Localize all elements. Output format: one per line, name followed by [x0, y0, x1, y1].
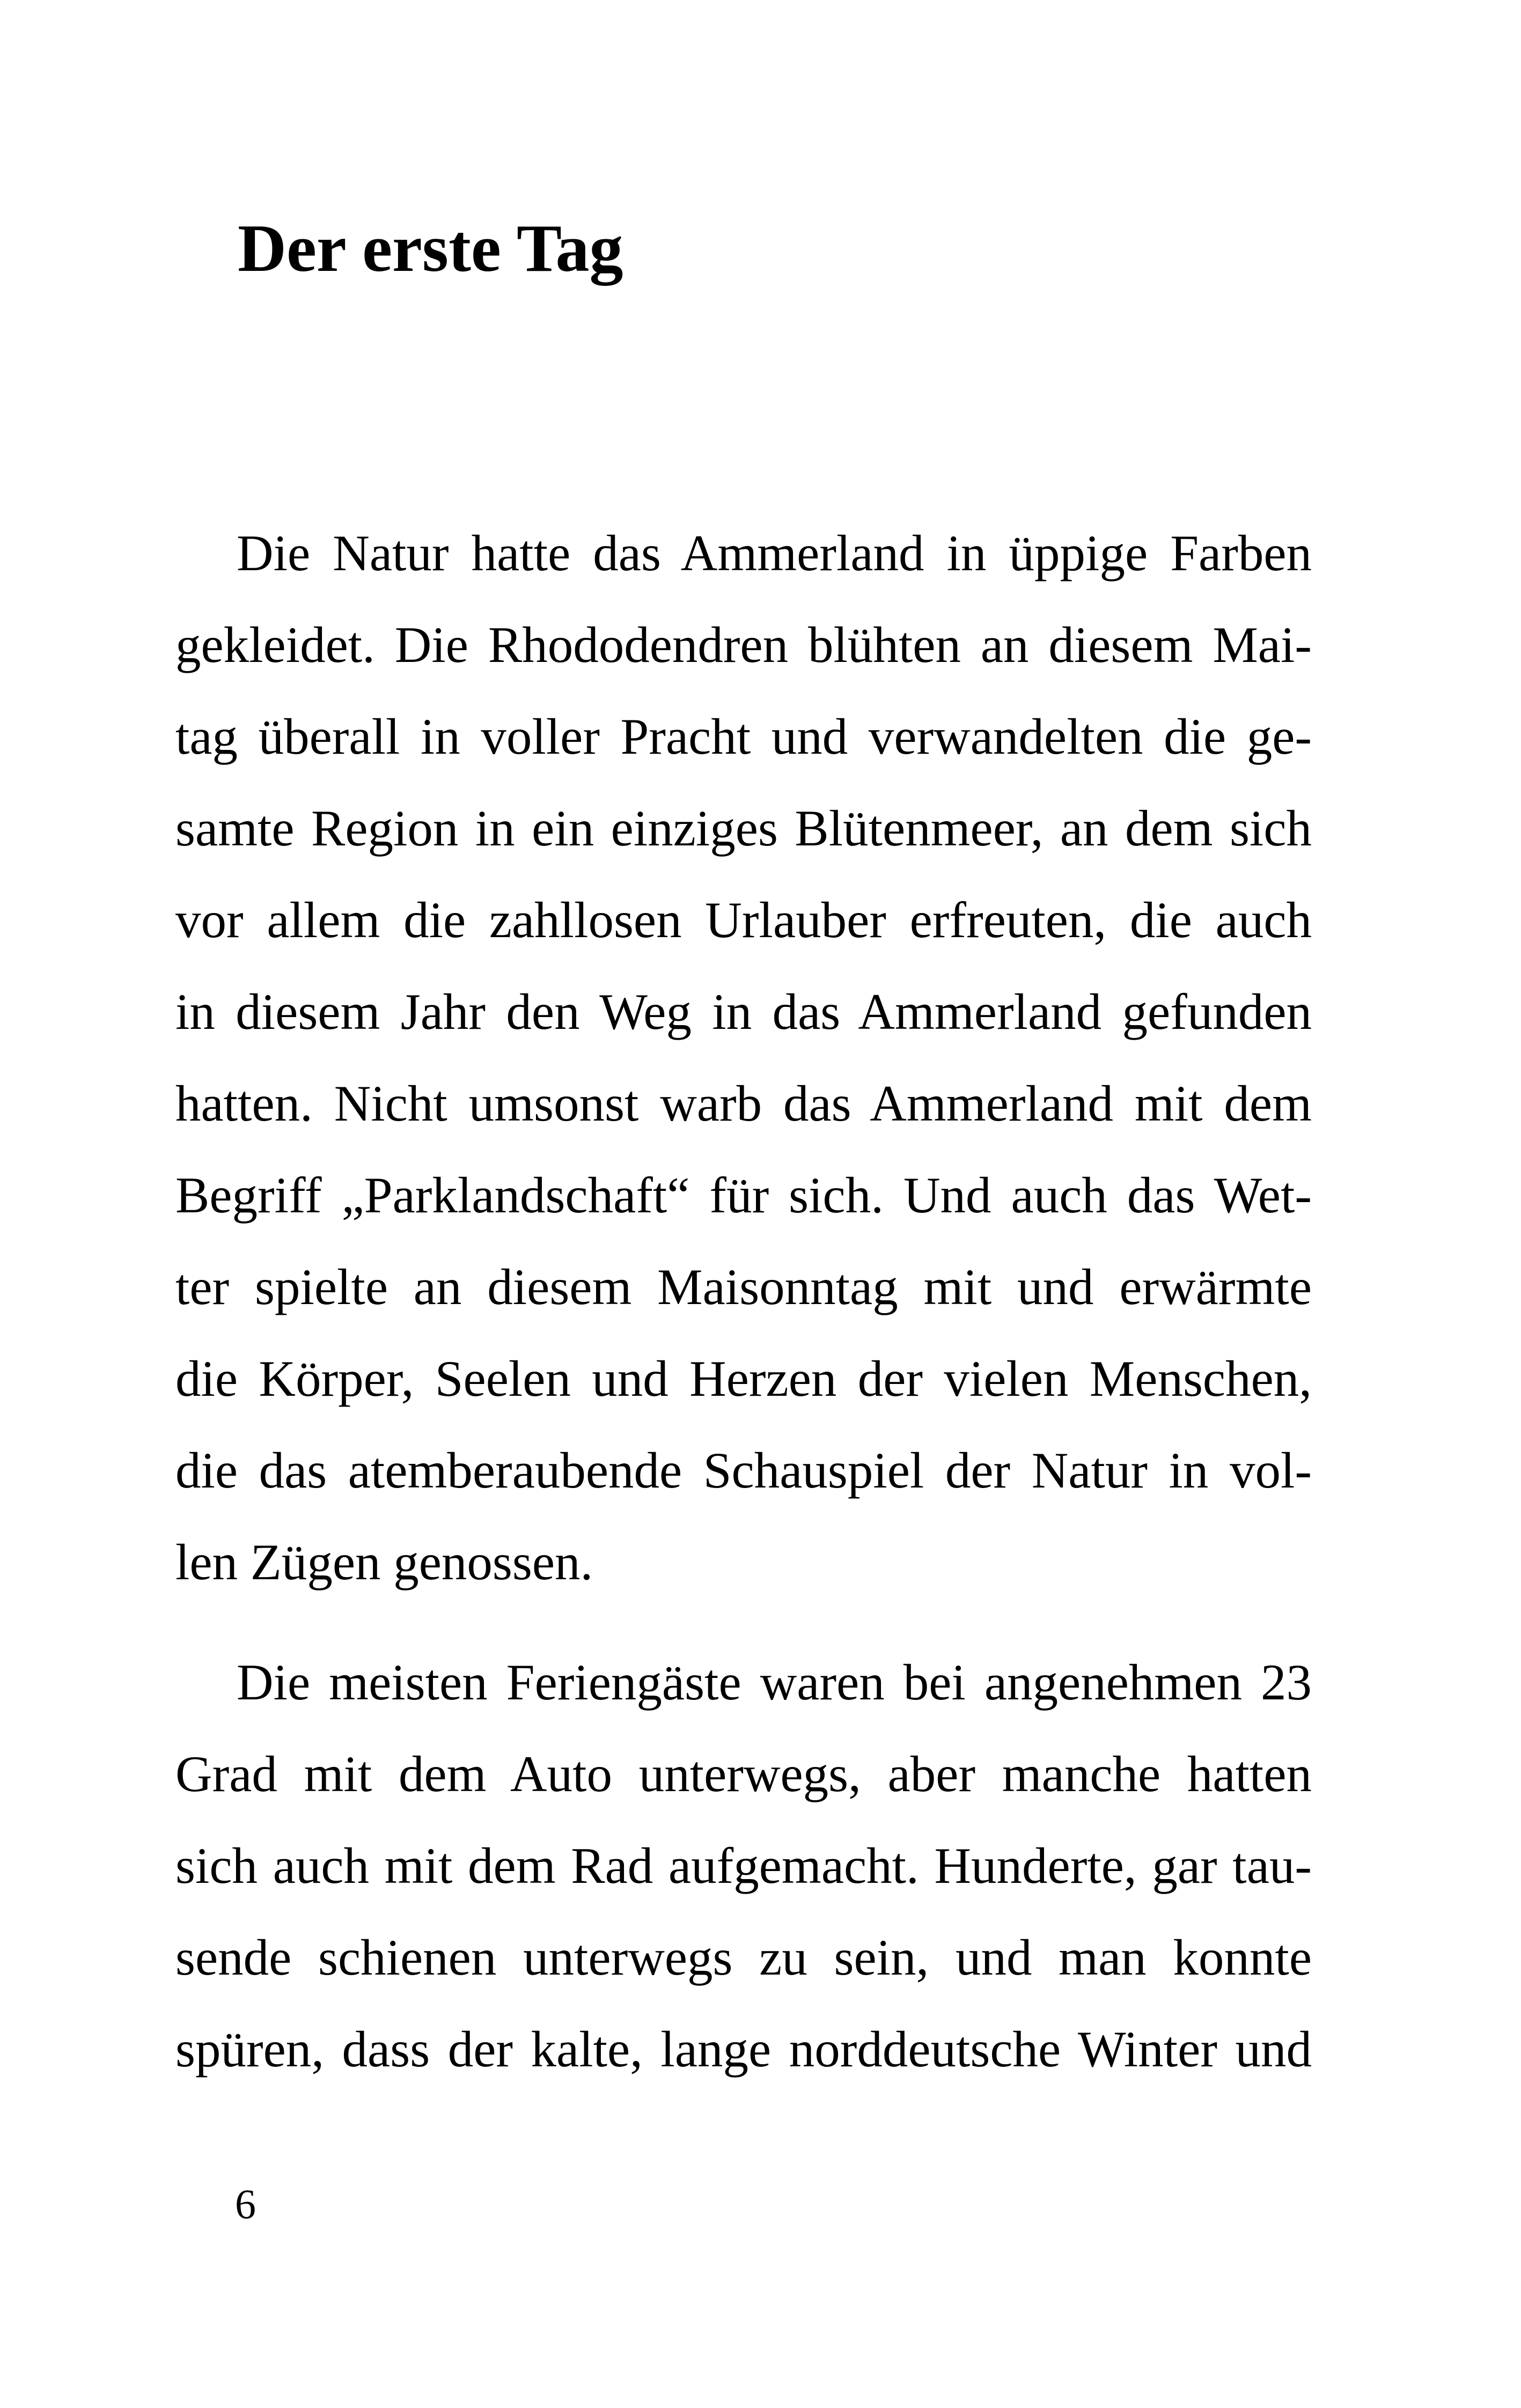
text-line: len Zügen genossen. [175, 1534, 593, 1590]
text-line: Die meisten Feriengäste waren bei angenehmen 23 [237, 1654, 1312, 1711]
text-line: tag überall in voller Pracht und verwandelten die ge- [175, 708, 1312, 765]
text-line: vor allem die zahllosen Urlauber erfreuten, die auch [175, 892, 1312, 948]
page-number: 6 [235, 2181, 256, 2227]
text-line: die Körper, Seelen und Herzen der vielen Menschen, [175, 1350, 1312, 1407]
text-line: spüren, dass der kalte, lange norddeutsche Winter und [175, 2021, 1312, 2078]
text-line: Die Natur hatte das Ammerland in üppige Farben [237, 525, 1312, 581]
text-line: sich auch mit dem Rad aufgemacht. Hunderte, gar tau- [175, 1837, 1312, 1894]
text-line: gekleidet. Die Rhododendren blühten an diesem Mai- [175, 616, 1312, 673]
text-line: hatten. Nicht umsonst warb das Ammerland mit dem [175, 1075, 1312, 1132]
paragraph-1 [175, 507, 1312, 1608]
body-text [175, 507, 1312, 2095]
chapter-title: Der erste Tag [238, 211, 623, 286]
text-line: ter spielte an diesem Maisonntag mit und erwärmte [175, 1258, 1312, 1315]
paragraph-2 [175, 1637, 1312, 2095]
text-line: die das atemberaubende Schauspiel der Natur in vol- [175, 1442, 1312, 1499]
text-line: sende schienen unterwegs zu sein, und man konnte [175, 1929, 1312, 1986]
text-line: samte Region in ein einziges Blütenmeer, an dem sich [175, 800, 1312, 857]
text-line: Begriff „Parklandschaft“ für sich. Und auch das Wet- [175, 1167, 1312, 1224]
text-line: in diesem Jahr den Weg in das Ammerland gefunden [175, 983, 1312, 1040]
text-line: Grad mit dem Auto unterwegs, aber manche hatten [175, 1746, 1312, 1802]
